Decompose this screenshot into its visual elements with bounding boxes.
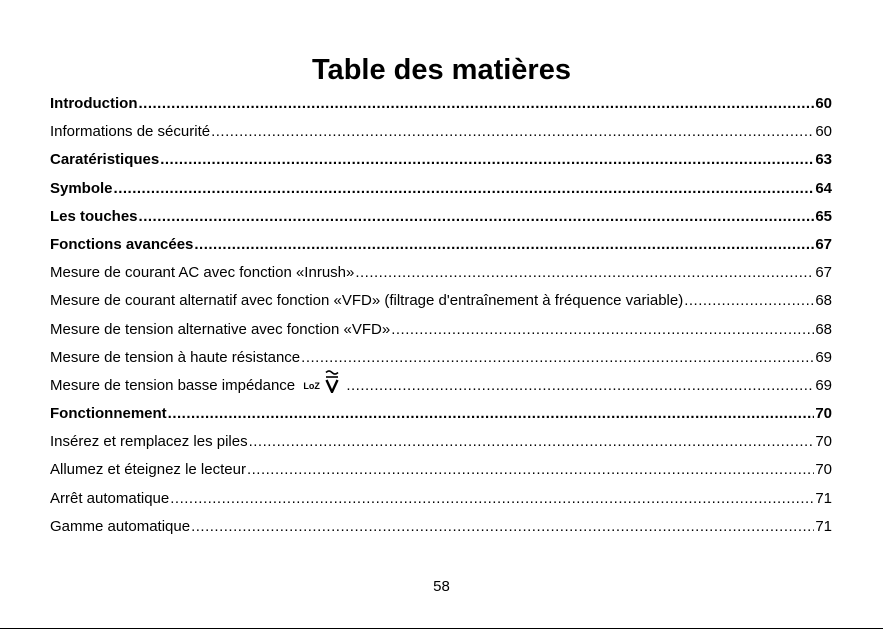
toc-entry-operation[interactable] <box>50 400 832 428</box>
toc-dot-leader <box>684 287 814 315</box>
toc-entry-label: Gamme automatique <box>50 517 191 535</box>
toc-entry-page: 60 <box>815 95 832 112</box>
loz-symbol <box>303 373 345 393</box>
toc-entry-low-impedance-voltage[interactable] <box>50 372 832 400</box>
page-title: Table des matières <box>312 54 571 86</box>
toc-entry-label: Insérez et remplacez les piles <box>50 433 248 451</box>
toc-dot-leader <box>301 344 814 372</box>
loz-text: LoZ <box>303 380 320 391</box>
toc-entry-ac-voltage-vfd[interactable] <box>50 316 832 344</box>
toc-entry-characteristics[interactable] <box>50 146 832 174</box>
toc-entry-auto-range[interactable] <box>50 513 832 541</box>
table-of-contents <box>50 90 832 541</box>
toc-dot-leader <box>247 456 814 484</box>
toc-entry-page: 68 <box>815 320 832 338</box>
toc-entry-page: 65 <box>815 207 832 225</box>
toc-entry-batteries[interactable] <box>50 428 832 456</box>
toc-dot-leader <box>114 175 815 203</box>
toc-dot-leader <box>160 146 814 174</box>
toc-entry-label: Caratéristiques <box>50 151 160 169</box>
toc-entry-page: 70 <box>815 405 832 423</box>
toc-entry-label: Symbole <box>50 179 113 197</box>
toc-entry-label: Fonctionnement <box>50 405 167 423</box>
toc-entry-label: Mesure de courant alternatif avec fonction «VFD» (filtrage d'entraînement à fréquence variable) <box>50 292 684 310</box>
toc-dot-leader <box>355 259 814 287</box>
toc-entry-label: Les touches <box>50 207 138 225</box>
toc-entry-label <box>50 372 345 400</box>
toc-entry-page: 69 <box>815 348 832 366</box>
toc-entry-ac-current-inrush[interactable] <box>50 259 832 287</box>
toc-dot-leader <box>139 203 815 231</box>
toc-entry-ac-current-vfd[interactable] <box>50 287 832 315</box>
toc-dot-leader <box>194 231 814 259</box>
toc-dot-leader <box>211 118 814 146</box>
toc-entry-page: 71 <box>815 489 832 507</box>
toc-entry-power-on-off[interactable] <box>50 456 832 484</box>
toc-entry-keys[interactable] <box>50 203 832 231</box>
toc-entry-label-text: Mesure de tension basse impédance <box>50 376 296 394</box>
toc-entry-page: 60 <box>815 123 832 141</box>
ac-dc-volt-icon <box>325 369 339 393</box>
toc-dot-leader <box>391 316 814 344</box>
toc-dot-leader <box>170 485 814 513</box>
toc-entry-page: 67 <box>815 264 832 282</box>
toc-dot-leader <box>346 372 814 400</box>
toc-entry-label: Mesure de courant AC avec fonction «Inrush» <box>50 264 355 282</box>
toc-entry-label: Arrêt automatique <box>50 489 170 507</box>
toc-entry-page: 71 <box>815 517 832 535</box>
page-number: 58 <box>433 578 450 595</box>
toc-entry-label: Fonctions avancées <box>50 235 194 253</box>
toc-entry-page: 67 <box>815 235 832 253</box>
toc-entry-advanced-functions[interactable] <box>50 231 832 259</box>
toc-entry-label: Mesure de tension alternative avec fonction «VFD» <box>50 320 391 338</box>
toc-entry-page: 63 <box>815 151 832 169</box>
toc-entry-high-resistance-voltage[interactable] <box>50 344 832 372</box>
toc-dot-leader <box>168 400 815 428</box>
toc-entry-safety-information[interactable] <box>50 118 832 146</box>
toc-entry-page: 69 <box>815 376 832 394</box>
footer-divider <box>0 628 883 629</box>
toc-entry-label: Informations de sécurité <box>50 123 211 141</box>
toc-dot-leader <box>191 513 814 541</box>
toc-entry-label: Mesure de tension à haute résistance <box>50 348 301 366</box>
toc-entry-introduction[interactable] <box>50 90 832 118</box>
toc-entry-page: 70 <box>815 461 832 479</box>
toc-entry-label: Allumez et éteignez le lecteur <box>50 461 246 479</box>
toc-entry-symbol[interactable] <box>50 175 832 203</box>
toc-dot-leader <box>138 90 814 118</box>
toc-entry-auto-power-off[interactable] <box>50 485 832 513</box>
toc-entry-page: 70 <box>815 433 832 451</box>
toc-entry-label: Introduction <box>50 95 138 112</box>
toc-entry-page: 64 <box>815 179 832 197</box>
toc-dot-leader <box>249 428 815 456</box>
toc-entry-page: 68 <box>815 292 832 310</box>
